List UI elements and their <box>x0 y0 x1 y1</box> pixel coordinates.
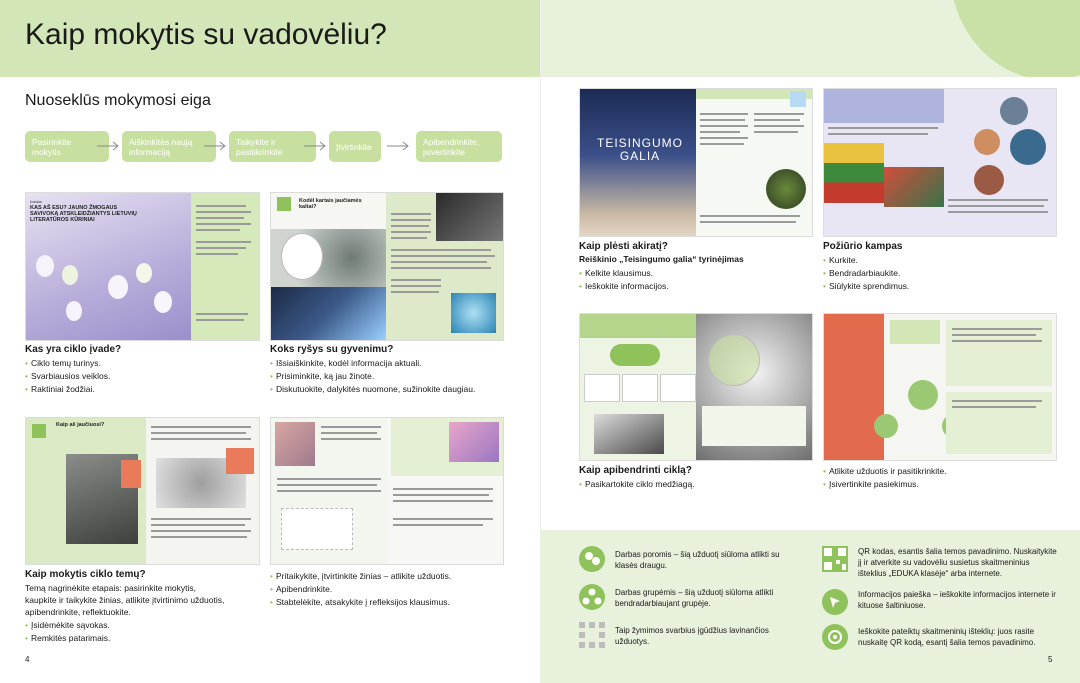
list-item: • Remkitės patarimais. <box>25 633 111 643</box>
caption-title: Požiūrio kampas <box>823 241 903 252</box>
legend-qr: QR kodas, esantis šalia temos pavadinimo. Nuskaitykite jį ir atverkite su vadovėliu susietus skaitmeninius išteklius „EDUKA klasėje“ arba internete. <box>858 547 1057 578</box>
arrow-right-icon <box>97 140 121 152</box>
list-item: • Ciklo temų turinys. <box>25 358 101 368</box>
thumbnail-expand-horizon <box>579 88 813 237</box>
page-title: Kaip mokytis su vadovėliu? <box>25 18 387 51</box>
thumbnail-summarize-cycle <box>579 313 813 461</box>
arrow-right-icon <box>387 140 411 152</box>
thumb-title: TEISINGUMO GALIA <box>596 136 683 163</box>
flow-step-5: Apibendrinkite, įsivertinkite <box>416 131 502 162</box>
list-item: • Diskutuokite, dalykitės nuomone, sužinokite daugiau. <box>270 384 476 394</box>
flow-step-1: Pasirinkite mokytis <box>25 131 109 162</box>
caption-title: Kas yra ciklo įvade? <box>25 344 122 355</box>
legend-skills: Taip žymimos svarbius įgūdžius lavinančios užduotys. <box>615 626 769 646</box>
list-item: • Kurkite. <box>823 255 858 265</box>
page-number-right: 5 <box>1048 655 1053 664</box>
thumb-title: Kaip aš jaučiuosi? <box>56 422 105 428</box>
thumbnail-assessment <box>823 313 1057 461</box>
group-work-icon <box>579 584 605 610</box>
list-item: • Siūlykite sprendimus. <box>823 281 910 291</box>
pair-work-icon <box>579 546 605 572</box>
thumbnail-cycle-topics <box>25 417 260 565</box>
digital-resource-icon <box>822 624 848 650</box>
thumbnail-cycle-intro <box>25 192 260 341</box>
list-item: • Įsidėmėkite sąvokas. <box>25 620 110 630</box>
flow-step-4: Įtvirtinkite <box>329 131 381 162</box>
arrow-right-icon <box>204 140 228 152</box>
list-item: • Įsivertinkite pasiekimus. <box>823 479 919 489</box>
list-item: • Išsiaiškinkite, kodėl informacija aktuali. <box>270 358 422 368</box>
legend-digital: Ieškokite pateiktų skaitmeninių išteklių: juos rasite nuskaitę QR kodą, esantį šalia temos pavadinimo. <box>858 627 1036 647</box>
legend-groups: Darbas grupėmis – šią užduotį siūloma atlikti bendradarbiaujant grupėje. <box>615 588 774 608</box>
list-item: • Prisiminkite, ką jau žinote. <box>270 371 375 381</box>
list-item: • Pritaikykite, įtvirtinkite žinias – atlikite užduotis. <box>270 571 452 581</box>
legend-search: Informacijos paieška – ieškokite informacijos internete ir kituose šaltiniuose. <box>858 590 1056 610</box>
page-number-left: 4 <box>25 655 30 664</box>
arrow-right-icon <box>304 140 328 152</box>
thumb-kicker: Įvadas <box>30 199 42 204</box>
section-title: Nuoseklūs mokymosi eiga <box>25 92 211 109</box>
caption-title: Kaip apibendrinti ciklą? <box>579 465 692 476</box>
list-item: • Raktiniai žodžiai. <box>25 384 95 394</box>
header-band-right <box>540 0 1080 77</box>
thumb-title: Kodėl kartais jaučiamės kaltai? <box>299 198 362 210</box>
caption-title: Kaip mokytis ciklo temų? <box>25 569 146 580</box>
list-item: • Kelkite klausimus. <box>579 268 654 278</box>
qr-code-icon <box>822 546 848 572</box>
thumb-title: KAS AŠ ESU? JAUNO ŽMOGAUS SAVIVOKĄ ATSKLEIDŽIANTYS LIETUVIŲ LITERATŪROS KŪRINIAI <box>30 205 137 223</box>
list-item: • Atlikite užduotis ir pasitikrinkite. <box>823 466 947 476</box>
caption-text: Temą nagrinėkite etapais: pasirinkite mokytis, <box>25 583 197 593</box>
caption-text: kaupkite ir taikykite žinias, atlikite įtvirtinimo užduotis, <box>25 595 225 605</box>
list-item: • Ieškokite informacijos. <box>579 281 669 291</box>
list-item: • Apibendrinkite. <box>270 584 333 594</box>
list-item: • Stabtelėkite, atsakykite į refleksijos klausimus. <box>270 597 450 607</box>
caption-title: Koks ryšys su gyvenimu? <box>270 344 394 355</box>
thumbnail-apply <box>270 417 504 565</box>
caption-text: apibendrinkite, reflektuokite. <box>25 607 131 617</box>
list-item: • Bendradarbiaukite. <box>823 268 901 278</box>
list-item: • Pasikartokite ciklo medžiagą. <box>579 479 695 489</box>
flow-step-3: Taikykite ir pasitikrinkite <box>229 131 316 162</box>
list-item: • Svarbiausios veiklos. <box>25 371 111 381</box>
skills-icon <box>579 622 605 648</box>
search-icon <box>822 589 848 615</box>
header-decor-circle <box>950 0 1080 77</box>
flow-step-2: Aiškinkitės naują informaciją <box>122 131 216 162</box>
legend-pairs: Darbas poromis – šią užduotį siūloma atlikti su klasės draugu. <box>615 550 780 570</box>
caption-title: Kaip plėsti akiratį? <box>579 241 668 252</box>
thumbnail-life-connection <box>270 192 504 341</box>
caption-subtitle: Reiškinio „Teisingumo galia“ tyrinėjimas <box>579 254 744 264</box>
thumbnail-point-of-view <box>823 88 1057 237</box>
